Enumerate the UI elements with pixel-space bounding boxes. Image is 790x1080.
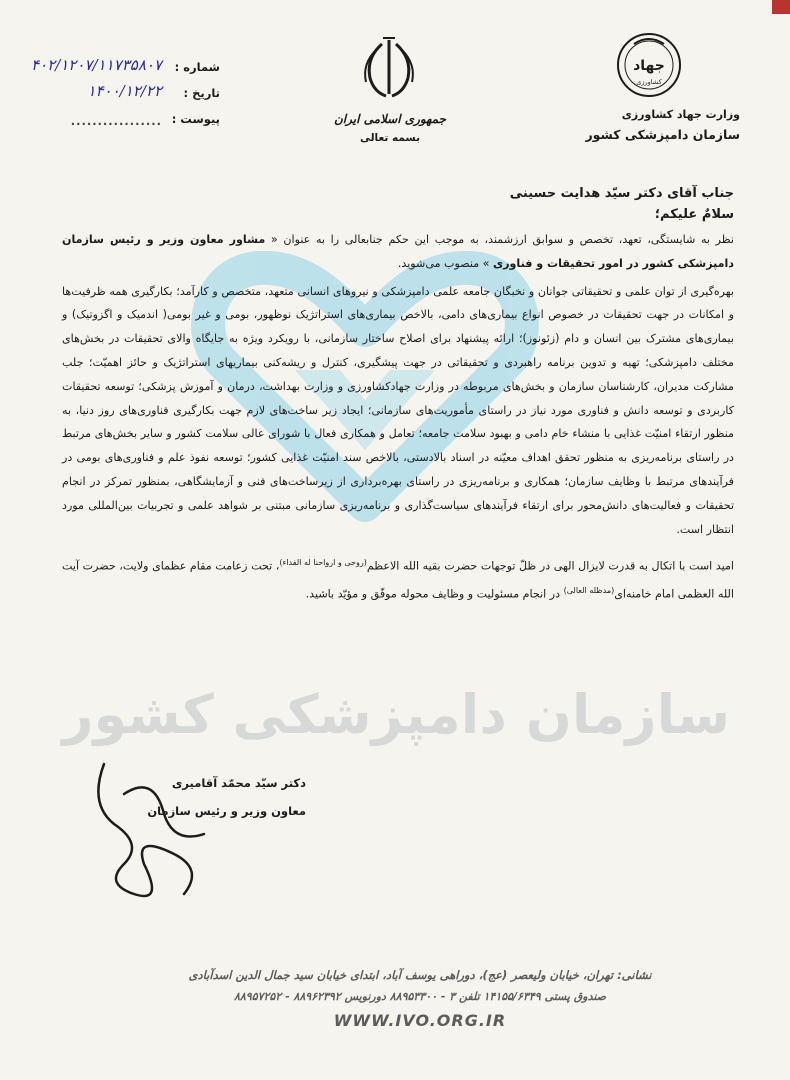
number-value: ۴۰۲/۱۲۰۷/۱۱۷۳۵۸۰۷ — [31, 56, 162, 74]
jahad-logo-icon — [614, 30, 684, 100]
svg-text:سازمان دامپزشکی کشور: سازمان دامپزشکی کشور — [62, 683, 730, 746]
paragraph-duties: بهره‌گیری از توان علمی و تحقیقاتی جوانان و نخبگان جامعه علمی دامپزشکی و نیروهای انسانی متعهد، متخصص و کارآمد؛ بکارگیری همه ظرفیت‌ها و امکانات در جهت تحقیقات در خصوص انواع بیماری‌های دامی، بالاخص بیماری‌های استراتژیک نوظهور، بومی و غیر بومی( اندمیک و اگزوتیک) و بیماری‌های مشترک بین انسان و دام (زئونوز)؛ ارائه پیشنهاد برای اصلاح ساختار سازمانی، با رویکرد ویژه به جایگاه والای تحقیقات در بخش‌های مختلف دامپزشکی؛ تهیه و تدوین برنامه راهبردی و تحقیقاتی در جهت پیشگیری، کنترل و ریشه‌کنی بیماریهای استراتژیک و حائز اهمیّت؛ جلب مشارکت مدیران، کارشناسان سازمان و بخش‌های مربوطه در وزارت جهادکشاورزی و وزارت بهداشت، درمان و آموزش پزشکی؛ توسعه تحقیقات کاربردی و توسعه دانش و فناوری مورد نیاز در راستای مأموریت‌های سازمانی؛ ایجاد زیر ساخت‌های لازم جهت بکارگیری فناوری‌های روز دنیا، به منظور ارتقاء امنیّت غذایی با منشاء خام دامی و بهبود سلامت جامعه؛ تعامل و همکاری فعال با شورای عالی سلامت کشور و سایر بخش‌های مرتبط در راستای برنامه‌ریزی به منظور تحقق اهداف معیّنه در اسناد بالادستی، بالاخص سند امنیّت غذایی کشور؛ توسعه نفوذ علم و فناوری‌های بومی در فرآیندهای مرتبط با وظایف سازمان؛ همکاری و برنامه‌ریزی در راستای بهره‌برداری از زیرساخت‌های فنی و آزمایشگاهی، بمنظور تمرکز در انجام تحقیقات و فعالیت‌های دانش‌محور برای ارتقاء فرآیندهای سیاست‌گذاری و برنامه‌ریزی سازمانی مبتنی بر شواهد علمی و تجربیات بین‌المللی مورد انتظار است. — [62, 284, 734, 536]
date-row — [30, 82, 220, 112]
attachment-value: ................. — [70, 114, 162, 128]
addressee: جناب آقای دکتر سیّد هدایت حسینی — [509, 186, 734, 201]
letter-footer — [140, 968, 700, 1030]
ministry-name: وزارت جهاد کشاورزی — [621, 108, 740, 121]
republic-caption: جمهوری اسلامی ایران — [333, 112, 447, 126]
bismillah: بسمه تعالی — [359, 132, 421, 144]
svg-text:جهاد: جهاد — [633, 58, 665, 74]
date-label: تاریخ : — [183, 86, 220, 100]
iran-emblem-icon — [360, 34, 418, 104]
greeting: سلامٌ علیکم؛ — [654, 207, 734, 222]
corner-tab — [772, 0, 790, 14]
appointment-title: مشاور معاون وزیر و رئیس سازمان دامپزشکی کشور در امور تحقیقات و فناوری — [62, 233, 734, 270]
paragraph-appointment: نظر به شایستگی، تعهد، تخصص و سوابق ارزشمند، به موجب این حکم جنابعالی را به عنوان « مشاور معاون وزیر و رئیس سازمان دامپزشکی کشور در امور تحقیقات و فناوری » منصوب می‌شوید. — [62, 233, 734, 270]
attachment-label: پیوست : — [171, 112, 220, 126]
organization-name: سازمان دامپزشکی کشور — [585, 127, 740, 142]
letter-body — [62, 186, 734, 606]
paragraph-closing: امید است با اتکال به قدرت لایزال الهی در ظلّ توجهات حضرت بقیه الله الاعظم$^{(روحی و ارواحنا له الفداء)}$، تحت زعامت مقام عظمای ولایت، حضرت آیت الله العظمی امام خامنه‌ای$^{(مدظله العالی)}$ در انجام مسئولیت و وظایف محوله موفّق و مؤیّد باشید. — [62, 558, 734, 601]
letter-meta — [30, 56, 220, 138]
svg-text:کشاورزی: کشاورزی — [636, 78, 662, 86]
handwritten-signature-icon — [84, 744, 224, 914]
ministry-block — [570, 108, 740, 142]
signatory-name: دکتر سیّد محمّد آقامیری — [171, 776, 306, 790]
number-label: شماره : — [174, 60, 220, 74]
footer-address: نشانی: تهران، خیابان ولیعصر (عج)، دوراهی یوسف آباد، ابتدای خیابان سید جمال الدین اسدآبادی — [188, 968, 652, 982]
footer-website[interactable]: WWW.IVO.ORG.IR — [333, 1011, 507, 1030]
footer-phones: صندوق پستی ۱۴۱۵۵/۶۳۴۹ تلفن ۳ - ۸۸۹۵۳۳۰۰ دورنویس ۸۸۹۶۲۳۹۲ - ۸۸۹۵۷۲۵۲ — [233, 990, 607, 1003]
signature-block — [126, 776, 306, 818]
watermark-text — [62, 665, 740, 755]
signatory-title: معاون وزیر و رئیس سازمان — [147, 804, 306, 818]
date-value: ۱۴۰۰/۱۲/۲۲ — [87, 82, 162, 100]
emblem-caption-block — [330, 112, 450, 144]
attachment-row — [30, 112, 220, 138]
